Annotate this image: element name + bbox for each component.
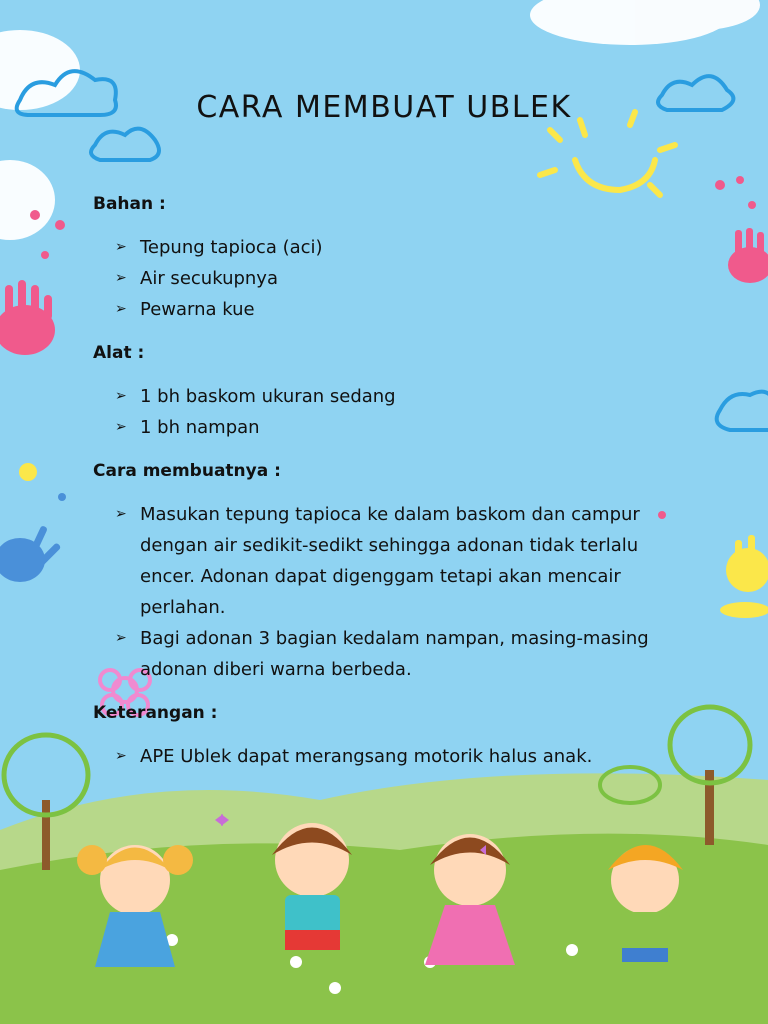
arrow-bullet-icon: ➢ (115, 630, 127, 646)
section-heading-keterangan: Keterangan : (93, 703, 218, 723)
list-bahan (115, 232, 675, 325)
section-heading-cara-membuatnya: Cara membuatnya : (93, 461, 281, 481)
list-item: ➢ Pewarna kue (115, 294, 675, 325)
list-alat (115, 381, 675, 443)
arrow-bullet-icon: ➢ (115, 270, 127, 286)
list-item: ➢ APE Ublek dapat merangsang motorik halus anak. (115, 741, 675, 772)
arrow-bullet-icon: ➢ (115, 239, 127, 255)
section-heading-alat: Alat : (93, 343, 145, 363)
section-heading-bahan: Bahan : (93, 194, 166, 214)
arrow-bullet-icon: ➢ (115, 506, 127, 522)
arrow-bullet-icon: ➢ (115, 301, 127, 317)
list-item: ➢ 1 bh nampan (115, 412, 675, 443)
list-item: ➢ 1 bh baskom ukuran sedang (115, 381, 675, 412)
list-item: ➢ Masukan tepung tapioca ke dalam baskom dan campur dengan air sedikit-sedikt sehingga adonan tidak terlalu encer. Adonan dapat digenggam tetapi akan mencair perlahan. (115, 499, 675, 623)
page-title: CARA MEMBUAT UBLEK (196, 90, 572, 125)
list-item: ➢ Bagi adonan 3 bagian kedalam nampan, masing-masing adonan diberi warna berbeda. (115, 623, 675, 685)
list-item: ➢ Air secukupnya (115, 263, 675, 294)
arrow-bullet-icon: ➢ (115, 419, 127, 435)
list-item: ➢ Tepung tapioca (aci) (115, 232, 675, 263)
list-cara-membuatnya (115, 499, 675, 685)
arrow-bullet-icon: ➢ (115, 388, 127, 404)
arrow-bullet-icon: ➢ (115, 748, 127, 764)
list-keterangan (115, 741, 675, 772)
